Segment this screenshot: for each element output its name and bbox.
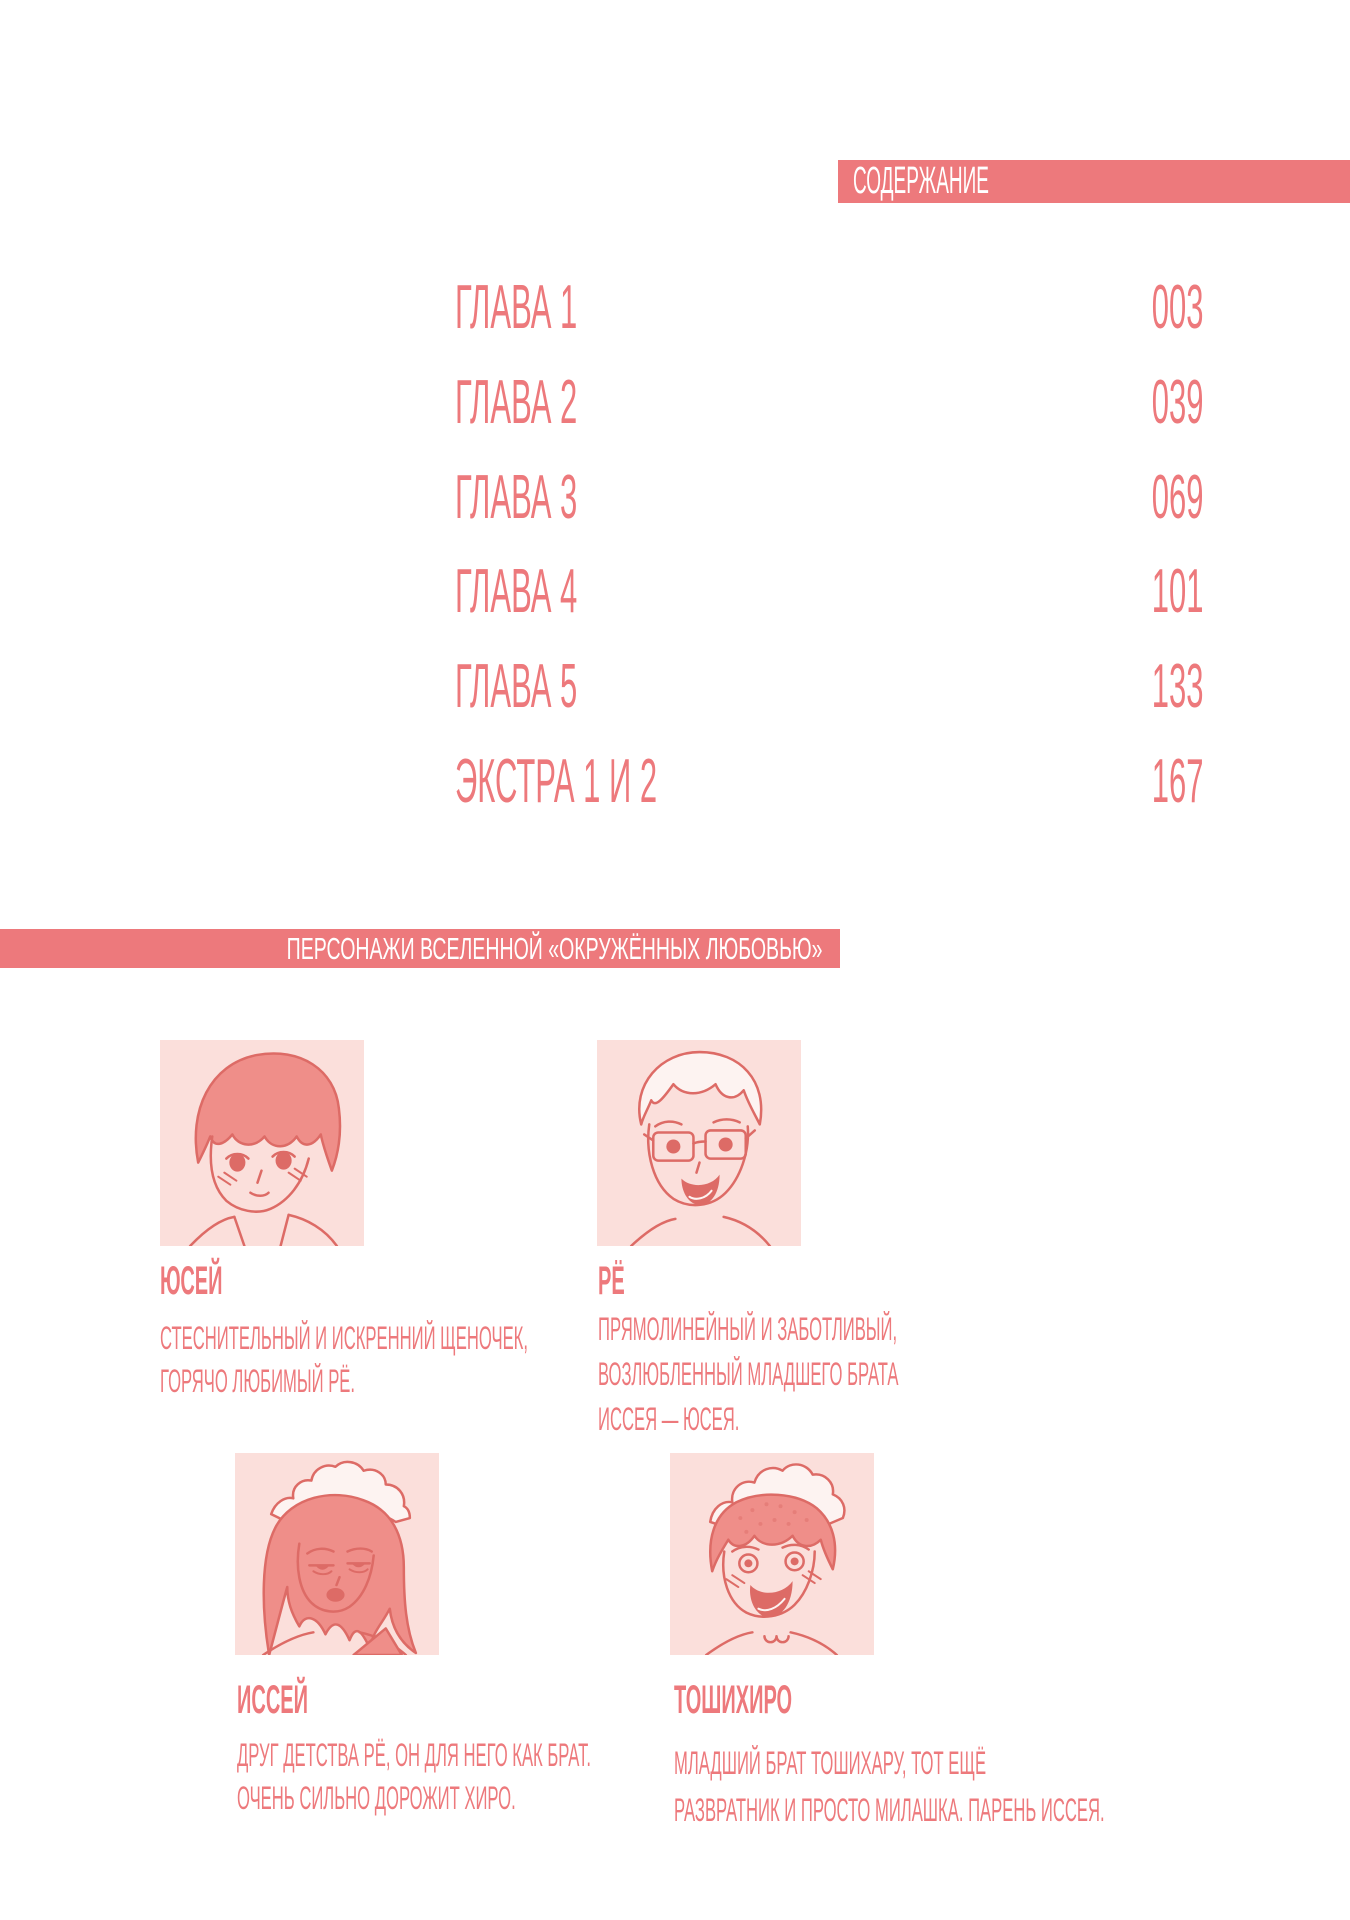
toc-entry-chapter-5[interactable]	[455, 652, 1203, 721]
character-name: ИССЕЙ	[237, 1678, 308, 1722]
characters-banner	[0, 929, 840, 968]
character-name: ЮСЕЙ	[160, 1259, 223, 1303]
yusei-portrait	[160, 1040, 364, 1246]
ryo-portrait	[597, 1040, 801, 1246]
toshihiro-portrait	[670, 1453, 874, 1655]
yusei-portrait-icon	[160, 1040, 364, 1246]
toc-entry-page-number: 069	[1151, 463, 1203, 532]
character-description: СТЕСНИТЕЛЬНЫЙ И ИСКРЕННИЙ ЩЕНОЧЕК, ГОРЯЧО ЛЮБИМЫЙ РЁ.	[160, 1320, 528, 1399]
toc-entry-chapter-1[interactable]	[455, 273, 1203, 342]
toshihiro-portrait-icon	[670, 1453, 874, 1655]
toc-entry-label: ГЛАВА 2	[455, 368, 578, 437]
contents-header-label: СОДЕРЖАНИЕ	[853, 160, 989, 202]
character-description: ДРУГ ДЕТСТВА РЁ, ОН ДЛЯ НЕГО КАК БРАТ. ОЧЕНЬ СИЛЬНО ДОРОЖИТ ХИРО.	[237, 1737, 592, 1816]
toc-entry-chapter-4[interactable]	[455, 557, 1203, 626]
toc-entry-page-number: 133	[1151, 652, 1203, 721]
ryo-portrait-icon	[597, 1040, 801, 1246]
toc-entry-label: ЭКСТРА 1 И 2	[455, 747, 658, 816]
character-description: МЛАДШИЙ БРАТ ТОШИХАРУ, ТОТ ЕЩЁ РАЗВРАТНИК И ПРОСТО МИЛАШКА. ПАРЕНЬ ИССЕЯ.	[674, 1745, 1105, 1828]
toc-entry-label: ГЛАВА 3	[455, 463, 578, 532]
toc-entry-label: ГЛАВА 4	[455, 557, 578, 626]
character-name: РЁ	[598, 1259, 625, 1303]
toc-entry-chapter-3[interactable]	[455, 463, 1203, 532]
contents-header-bar	[838, 160, 1350, 203]
toc-entry-label: ГЛАВА 1	[455, 273, 578, 342]
characters-banner-label: ПЕРСОНАЖИ ВСЕЛЕННОЙ «ОКРУЖЁННЫХ ЛЮБОВЬЮ»	[286, 930, 822, 966]
character-description: ПРЯМОЛИНЕЙНЫЙ И ЗАБОТЛИВЫЙ, ВОЗЛЮБЛЕННЫЙ МЛАДШЕГО БРАТА ИССЕЯ — ЮСЕЯ.	[598, 1311, 899, 1437]
issei-portrait	[235, 1453, 439, 1655]
toc-entry-chapter-2[interactable]	[455, 368, 1203, 437]
character-name: ТОШИХИРО	[674, 1678, 793, 1722]
toc-entry-page-number: 101	[1151, 557, 1203, 626]
toc-entry-page-number: 039	[1151, 368, 1203, 437]
toc-entry-label: ГЛАВА 5	[455, 652, 578, 721]
toc-entry-page-number: 167	[1151, 747, 1203, 816]
toc-entry-page-number: 003	[1151, 273, 1203, 342]
toc-entry-extras[interactable]	[455, 747, 1203, 816]
issei-portrait-icon	[235, 1453, 439, 1655]
